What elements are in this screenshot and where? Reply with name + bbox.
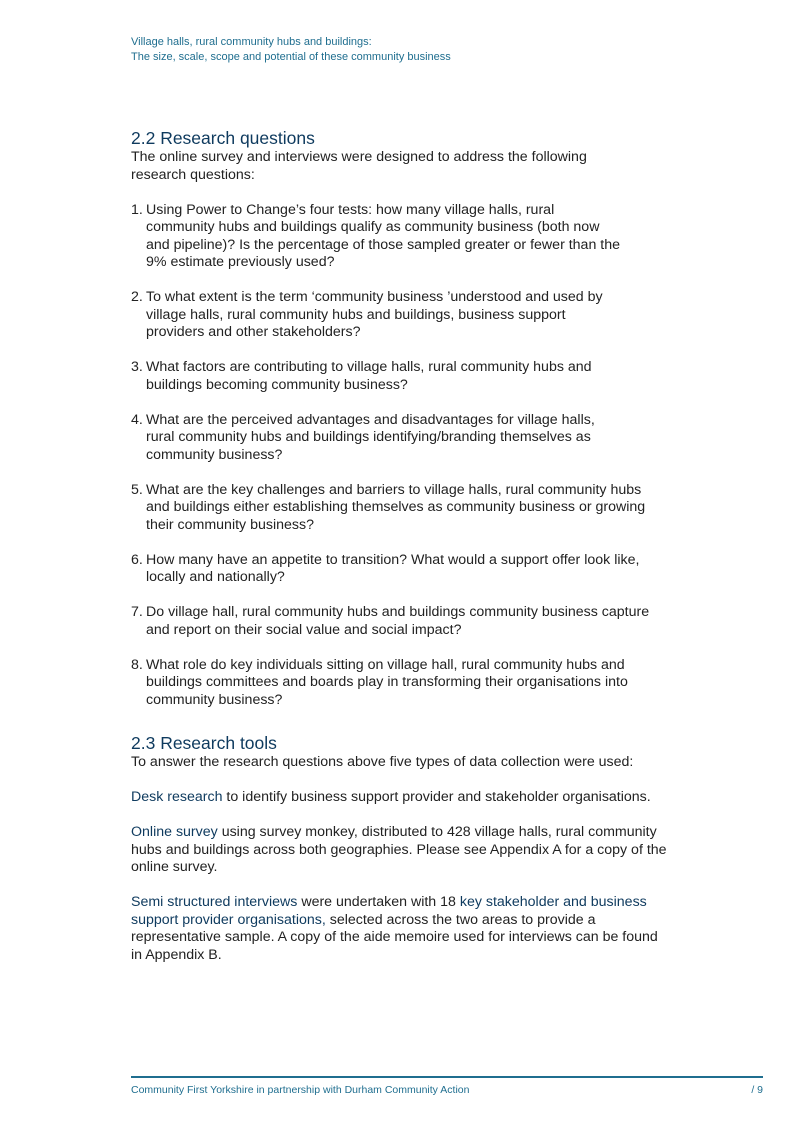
section-research-tools (131, 732, 671, 964)
footer-divider (131, 1076, 763, 1078)
interviews-paragraph: Semi structured interviews were undertaken with 18 key stakeholder and business support provider organisations, selected across the two areas to provide a representative sample. A copy of the aide memoire used for interviews can be found in Appendix B. (131, 894, 658, 963)
research-questions-list (131, 202, 671, 710)
header-line-1: Village halls, rural community hubs and buildings: (131, 36, 372, 48)
list-item: 7. Do village hall, rural community hubs and buildings community business capture and report on their social value and social impact? (131, 604, 650, 638)
header-line-2: The size, scale, scope and potential of these community business (131, 51, 451, 63)
stakeholder-term: key stakeholder and business support provider organisations, (131, 894, 647, 928)
running-header (131, 35, 451, 65)
tools-intro: To answer the research questions above five types of data collection were used: (131, 754, 634, 770)
list-item: 6. How many have an appetite to transition? What would a support offer look like, locally and nationally? (131, 551, 640, 585)
list-item: 3. What factors are contributing to village halls, rural community hubs and buildings becoming community business? (131, 359, 592, 393)
section-heading-2-2: 2.2 Research questions (131, 128, 315, 148)
list-item: 5. What are the key challenges and barriers to village halls, rural community hubs and buildings either establishing themselves as community business or growing their community business? (131, 481, 646, 533)
interviews-term: Semi structured interviews (131, 894, 298, 910)
desk-research-paragraph: Desk research to identify business support provider and stakeholder organisations. (131, 789, 651, 805)
list-item: 4. What are the perceived advantages and disadvantages for village halls, rural community hubs and buildings identifying/branding themselves as community business? (131, 411, 595, 463)
online-survey-term: Online survey (131, 824, 218, 840)
section-heading-2-3: 2.3 Research tools (131, 733, 277, 753)
page-number: / 9 (751, 1084, 763, 1096)
desk-research-term: Desk research (131, 789, 223, 805)
footer-text: Community First Yorkshire in partnership with Durham Community Action (131, 1084, 470, 1096)
list-item: 8. What role do key individuals sitting on village hall, rural community hubs and buildings committees and boards play in transforming their organisations into community business? (131, 656, 628, 708)
section-intro: The online survey and interviews were designed to address the following research questions: (131, 149, 587, 183)
list-item: 1. Using Power to Change’s four tests: how many village halls, rural community hubs and buildings qualify as community business (both now and pipeline)? Is the percentage of those sampled greater or fewer than the 9% estimate previously used? (131, 201, 621, 270)
list-item: 2. To what extent is the term ‘community business ’understood and used by village halls, rural community hubs and buildings, business support providers and other stakeholders? (131, 289, 603, 340)
section-research-questions (131, 127, 671, 709)
online-survey-paragraph: Online survey using survey monkey, distributed to 428 village halls, rural community hubs and buildings across both geographies. Please see Appendix A for a copy of the online survey. (131, 824, 667, 875)
